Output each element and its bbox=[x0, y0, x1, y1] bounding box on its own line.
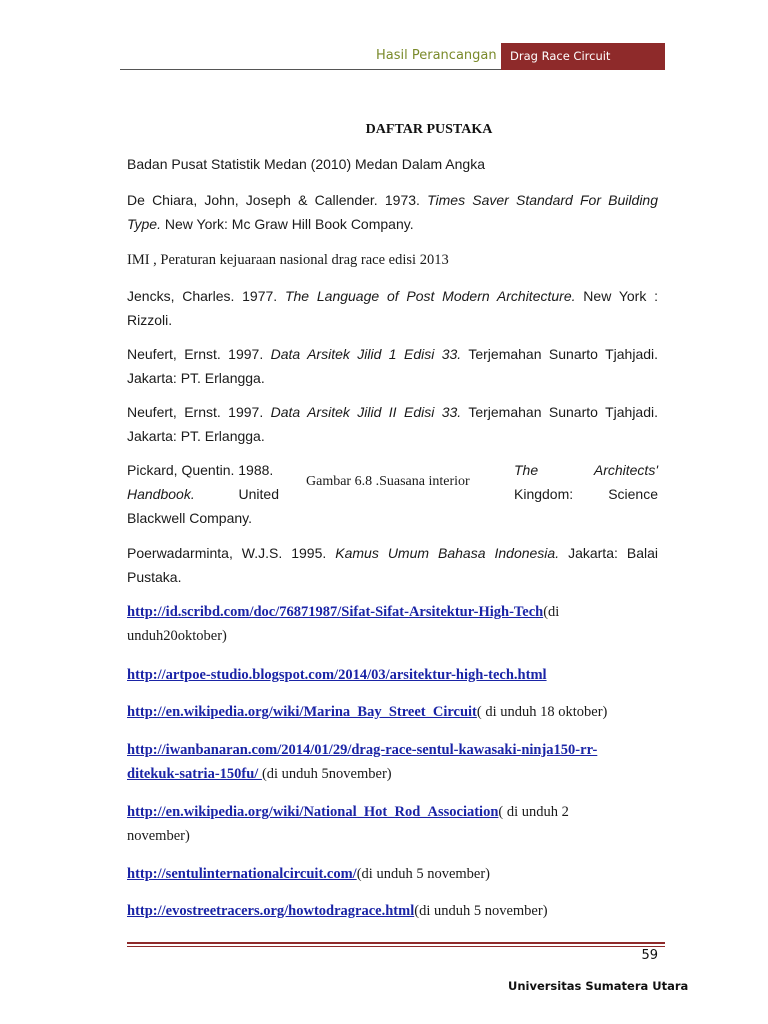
ref-text: Terjemahan Sunarto Tjahjadi. bbox=[461, 404, 658, 420]
ref-link-nhra bbox=[127, 800, 658, 848]
reference-link[interactable]: http://id.scribd.com/doc/76871987/Sifat-Sifat-Arsitektur-High-Tech bbox=[127, 604, 544, 620]
link-note: (di unduh 5november) bbox=[261, 766, 392, 782]
reference-link[interactable]: http://sentulinternationalcircuit.com/ bbox=[127, 866, 357, 882]
ref-text: Jakarta: Balai bbox=[559, 545, 658, 561]
ref-title: Type. bbox=[127, 216, 161, 232]
figure-caption: Gambar 6.8 .Suasana interior bbox=[306, 474, 470, 489]
ref-jencks bbox=[127, 284, 658, 332]
link-note: (di unduh 5 november) bbox=[356, 866, 491, 882]
ref-line bbox=[127, 284, 658, 308]
ref-line bbox=[127, 800, 658, 824]
ref-bps bbox=[127, 152, 658, 176]
ref-imi bbox=[127, 248, 658, 272]
ref-title: Times Saver Standard For Building bbox=[427, 192, 658, 208]
ref-text: Badan Pusat Statistik Medan (2010) Medan Dalam Angka bbox=[127, 156, 485, 172]
ref-text: Terjemahan Sunarto Tjahjadi. bbox=[461, 346, 659, 362]
footer-university: Universitas Sumatera Utara bbox=[508, 979, 689, 993]
ref-link-iwan bbox=[127, 738, 658, 786]
link-note: (di unduh 5 november) bbox=[414, 903, 548, 919]
ref-link-evo bbox=[127, 899, 658, 923]
ref-text: Kingdom: bbox=[514, 486, 574, 502]
ref-line bbox=[127, 400, 658, 424]
ref-title: Data Arsitek Jilid II Edisi 33. bbox=[270, 404, 462, 420]
page-title: DAFTAR PUSTAKA bbox=[365, 122, 493, 137]
ref-text: United bbox=[238, 486, 279, 502]
ref-neufert-1 bbox=[127, 342, 658, 390]
ref-title: The bbox=[514, 462, 539, 478]
reference-link[interactable]: http://artpoe-studio.blogspot.com/2014/03/arsitektur-high-tech.html bbox=[127, 667, 547, 683]
ref-text: De Chiara, John, Joseph & Callender. 1973. bbox=[127, 192, 428, 208]
ref-link-marina bbox=[127, 700, 658, 724]
ref-line bbox=[127, 342, 658, 366]
reference-link[interactable]: http://en.wikipedia.org/wiki/Marina_Bay_Street_Circuit bbox=[127, 704, 477, 720]
ref-line bbox=[514, 458, 658, 482]
ref-title: The Language of Post Modern Architecture. bbox=[284, 288, 576, 304]
ref-line: Pustaka. bbox=[127, 569, 182, 585]
ref-title: Kamus Umum Bahasa Indonesia. bbox=[335, 545, 560, 561]
header-rule bbox=[120, 69, 501, 70]
ref-line: Jakarta: PT. Erlangga. bbox=[127, 370, 265, 386]
link-note: ( di unduh 18 oktober) bbox=[476, 704, 608, 720]
ref-line bbox=[127, 762, 658, 786]
ref-line bbox=[127, 541, 658, 565]
ref-line bbox=[127, 188, 658, 212]
ref-text: Jencks, Charles. 1977. bbox=[127, 288, 285, 304]
ref-text: Poerwadarminta, W.J.S. 1995. bbox=[127, 545, 336, 561]
ref-line: unduh20oktober) bbox=[127, 628, 227, 644]
ref-dechiara bbox=[127, 188, 658, 236]
reference-link[interactable]: http://iwanbanaran.com/2014/01/29/drag-race-sentul-kawasaki-ninja150-rr- bbox=[127, 742, 598, 758]
ref-line: Jakarta: PT. Erlangga. bbox=[127, 428, 265, 444]
ref-line bbox=[127, 738, 658, 762]
ref-line: Pickard, Quentin. 1988. bbox=[127, 462, 274, 478]
ref-title: Architects' bbox=[593, 462, 658, 478]
ref-line bbox=[127, 482, 279, 506]
ref-title: Data Arsitek Jilid 1 Edisi 33. bbox=[270, 346, 462, 362]
ref-text: Neufert, Ernst. 1997. bbox=[127, 404, 271, 420]
header-chapter-badge: Drag Race Circuit bbox=[501, 43, 665, 70]
ref-link-scribd bbox=[127, 600, 658, 648]
ref-poerwadarminta bbox=[127, 541, 658, 589]
ref-line bbox=[127, 212, 658, 236]
ref-line: november) bbox=[127, 828, 190, 844]
reference-link-cont[interactable]: ditekuk-satria-150fu/ bbox=[127, 766, 262, 782]
ref-text: Neufert, Ernst. 1997. bbox=[127, 346, 271, 362]
ref-text: IMI , Peraturan kejuaraan nasional drag race edisi 2013 bbox=[127, 252, 449, 268]
link-note: ( di unduh 2 bbox=[498, 804, 569, 820]
ref-neufert-2 bbox=[127, 400, 658, 448]
ref-line bbox=[514, 482, 658, 506]
ref-pickard-right bbox=[514, 458, 658, 506]
ref-link-sentul bbox=[127, 862, 658, 886]
footer-rule-thin bbox=[127, 946, 665, 947]
page-number: 59 bbox=[641, 948, 658, 963]
footer-rule bbox=[127, 942, 665, 944]
ref-text: New York: Mc Graw Hill Book Company. bbox=[160, 216, 414, 232]
ref-link-artpoe bbox=[127, 663, 658, 687]
ref-text: New York : bbox=[575, 288, 658, 304]
link-note: (di bbox=[543, 604, 560, 620]
header-section-title: Hasil Perancangan bbox=[376, 48, 497, 63]
reference-link[interactable]: http://en.wikipedia.org/wiki/National_Hot_Rod_Association bbox=[127, 804, 499, 820]
ref-line bbox=[127, 600, 658, 624]
ref-text: Science bbox=[608, 486, 658, 502]
ref-title: Handbook. bbox=[127, 486, 195, 502]
ref-line: Blackwell Company. bbox=[127, 510, 253, 526]
ref-pickard-left bbox=[127, 458, 279, 530]
reference-link[interactable]: http://evostreetracers.org/howtodragrace.html bbox=[127, 903, 415, 919]
ref-line: Rizzoli. bbox=[127, 312, 173, 328]
